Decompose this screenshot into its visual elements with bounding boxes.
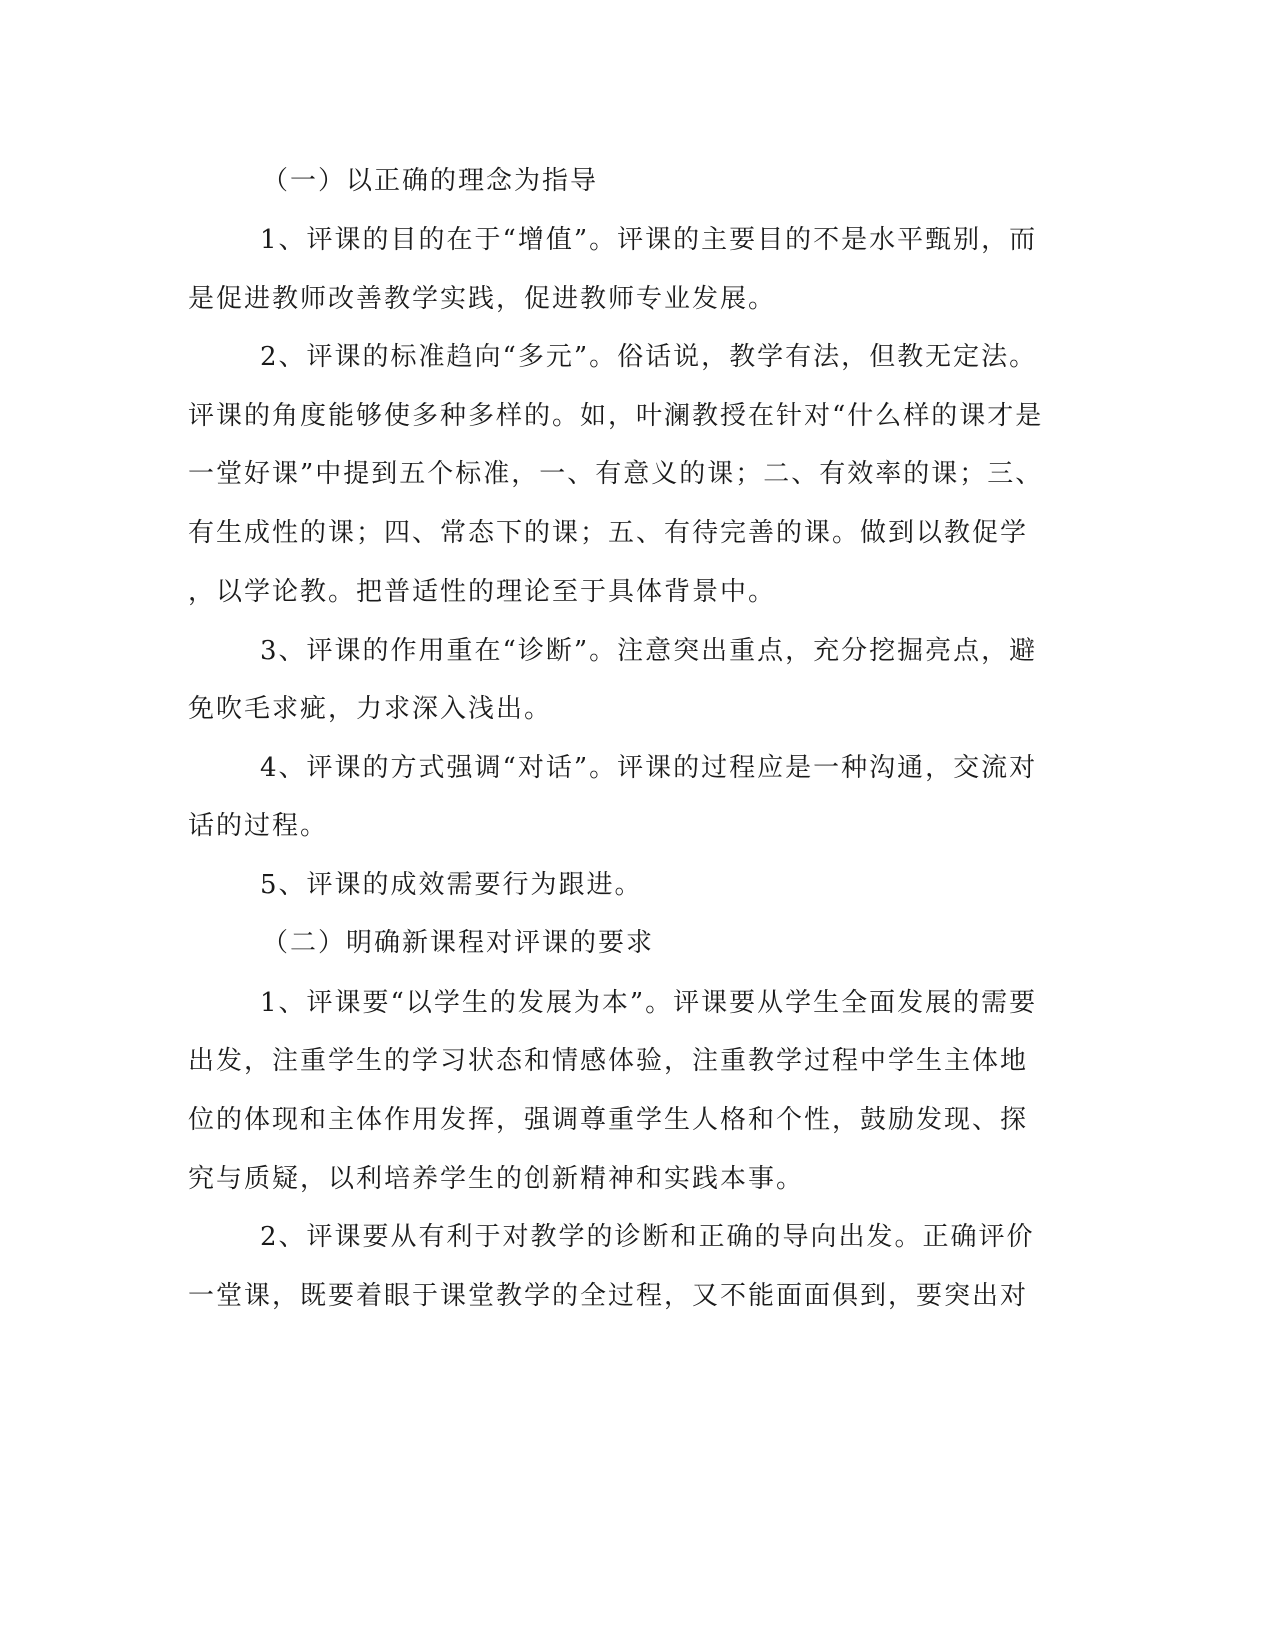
section-heading-1: （一）以正确的理念为指导 xyxy=(262,166,599,196)
paragraph-line: 有生成性的课；四、常态下的课；五、有待完善的课。做到以教促学 xyxy=(188,518,1029,548)
paragraph-line: 位的体现和主体作用发挥，强调尊重学生人格和个性，鼓励发现、探 xyxy=(188,1105,1029,1135)
paragraph-line: 1、评课的目的在于“增值”。评课的主要目的不是水平甄别，而 xyxy=(260,225,1038,255)
paragraph-line: 1、评课要“以学生的发展为本”。评课要从学生全面发展的需要 xyxy=(260,988,1038,1018)
paragraph-line: 2、评课要从有利于对教学的诊断和正确的导向出发。正确评价 xyxy=(260,1222,1035,1252)
paragraph-line: 话的过程。 xyxy=(188,811,329,841)
section-heading-2: （二）明确新课程对评课的要求 xyxy=(262,928,655,958)
paragraph-line: 评课的角度能够使多种多样的。如，叶澜教授在针对“什么样的课才是 xyxy=(188,401,1044,431)
paragraph-line: 究与质疑，以利培养学生的创新精神和实践本事。 xyxy=(188,1164,805,1194)
paragraph-line: 2、评课的标准趋向“多元”。俗话说，教学有法，但教无定法。 xyxy=(260,342,1038,372)
paragraph-line: ，以学论教。把普适性的理论至于具体背景中。 xyxy=(188,577,777,607)
paragraph-line: 一堂课，既要着眼于课堂教学的全过程，又不能面面俱到，要突出对 xyxy=(188,1281,1029,1311)
paragraph-line: 出发，注重学生的学习状态和情感体验，注重教学过程中学生主体地 xyxy=(188,1046,1029,1076)
paragraph-line: 一堂好课”中提到五个标准，一、有意义的课；二、有效率的课；三、 xyxy=(188,459,1044,489)
paragraph-line: 3、评课的作用重在“诊断”。注意突出重点，充分挖掘亮点，避 xyxy=(260,636,1038,666)
paragraph-line: 免吹毛求疵，力求深入浅出。 xyxy=(188,694,553,724)
paragraph-line: 是促进教师改善教学实践，促进教师专业发展。 xyxy=(188,284,777,314)
paragraph-line: 4、评课的方式强调“对话”。评课的过程应是一种沟通，交流对 xyxy=(260,753,1038,783)
paragraph-line: 5、评课的成效需要行为跟进。 xyxy=(260,870,643,900)
